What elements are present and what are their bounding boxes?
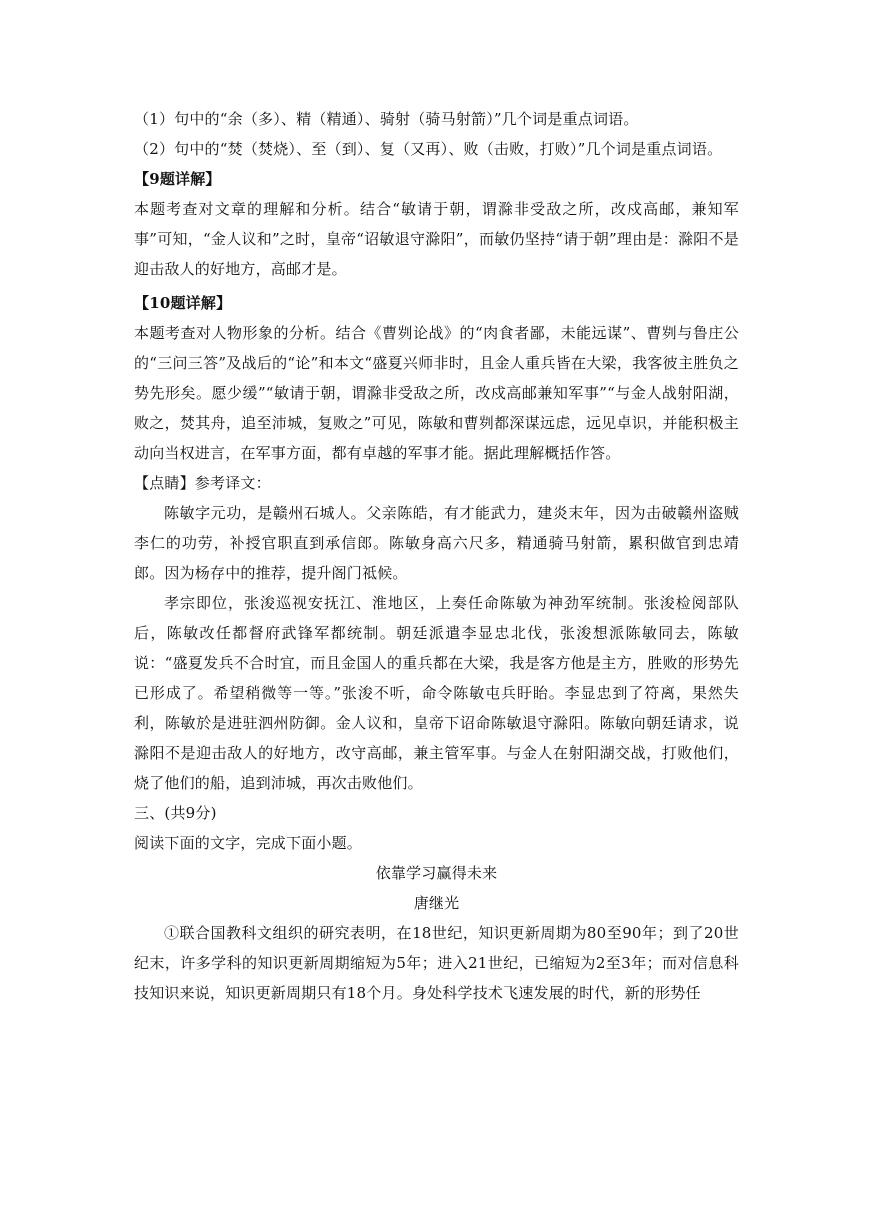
q10-body: 本题考查对人物形象的分析。结合《曹刿论战》的“肉食者鄙，未能远谋”、曹刿与鲁庄公的“三问三答”及战后的“论”和本文“盛夏兴师非时，且金人重兵皆在大梁，我客彼主胜负之势先形矣。愿少缓”“敏请于朝，谓滁非受敌之所，改戍高邮兼知军事”“与金人战射阳湖，败之，焚其舟，追至沛城，复败之”可见，陈敏和曹刿都深谋远虑，远见卓识，并能积极主动向当权进言，在军事方面，都有卓越的军事才能。据此理解概括作答。 xyxy=(134,324,739,462)
section-3-heading: 三、(共9分) xyxy=(134,804,217,822)
translation-paragraph-2: 孝宗即位，张浚巡视安抚江、淮地区，上奏任命陈敏为神劲军统制。张浚检阅部队后，陈敏改任都督府武锋军都统制。朝廷派遣李显忠北伐，张浚想派陈敏同去，陈敏说：“盛夏发兵不合时宜，而且金国人的重兵都在大梁，我是客方他是主方，胜败的形势先已形成了。希望稍微等一等。”张浚不听，命令陈敏屯兵盱眙。李显忠到了符离，果然失利，陈敏於是进驻泗州防御。金人议和，皇帝下诏命陈敏退守滁阳。陈敏向朝廷请求，说滁阳不是迎击敌人的好地方，改守高邮，兼主管军事。与金人在射阳湖交战，打败他们，烧了他们的船，追到沛城，再次击败他们。 xyxy=(134,594,739,792)
article-paragraph-1: ①联合国教科文组织的研究表明，在18世纪，知识更新周期为80至90年；到了20世纪末，许多学科的知识更新周期缩短为5年；进入21世纪，已缩短为2至3年；而对信息科技知识来说，知识更新周期只有18个月。身处科学技术飞速发展的时代，新的形势任 xyxy=(134,924,739,1002)
reading-instruction: 阅读下面的文字，完成下面小题。 xyxy=(134,834,363,852)
q10-heading: 【10题详解】 xyxy=(134,294,232,312)
article-title: 依靠学习赢得未来 xyxy=(375,864,498,882)
q9-body: 本题考查对文章的理解和分析。结合“敏请于朝，谓滁非受敌之所，改戍高邮，兼知军事”可知，“金人议和”之时，皇帝“诏敏退守滁阳”，而敏仍坚持“请于朝”理由是：滁阳不是迎击敌人的好地方，高邮才是。 xyxy=(134,200,739,278)
note-item-1: （1）句中的“余（多）、精（精通）、骑射（骑马射箭）”几个词是重点词语。 xyxy=(134,110,639,128)
dianjing-heading: 【点睛】参考译文： xyxy=(134,474,271,492)
q9-heading: 【9题详解】 xyxy=(134,170,221,188)
note-item-2: （2）句中的“焚（焚烧）、至（到）、复（又再）、败（击败，打败）”几个词是重点词语。 xyxy=(134,140,723,158)
document-page xyxy=(134,104,739,1008)
translation-paragraph-1: 陈敏字元功，是赣州石城人。父亲陈皓，有才能武力，建炎末年，因为击破赣州盗贼李仁的功劳，补授官职直到承信郎。陈敏身高六尺多，精通骑马射箭，累积做官到忠靖郎。因为杨存中的推荐，提升阁门祗候。 xyxy=(134,504,739,582)
article-author: 唐继光 xyxy=(413,894,460,912)
